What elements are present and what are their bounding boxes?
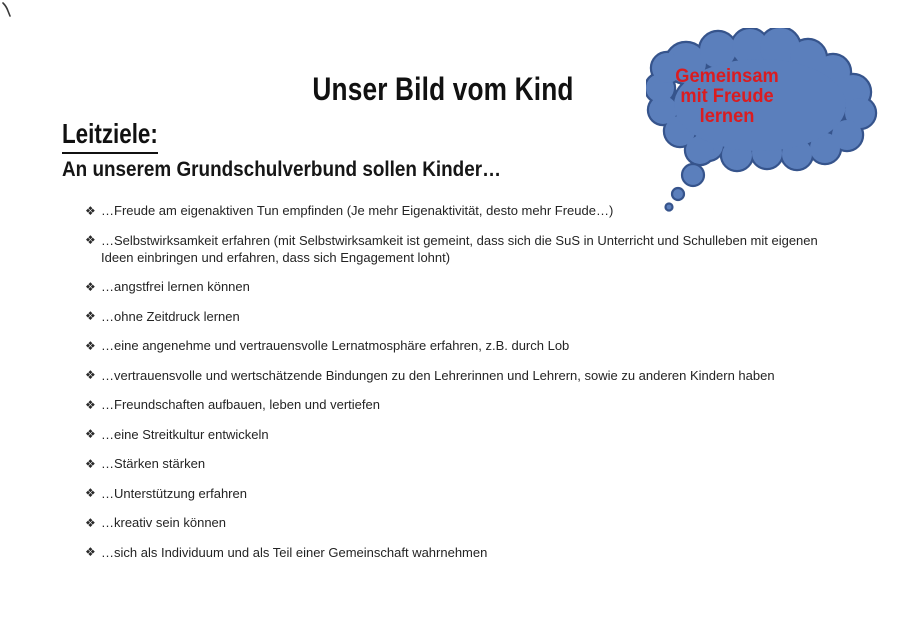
diamond-bullet-icon: ❖ (85, 338, 96, 353)
goal-list-item (85, 544, 833, 561)
goal-item-text: …angstfrei lernen können (101, 279, 250, 294)
cloud-text-line: lernen (699, 106, 755, 127)
slide-subheading: An unserem Grundschulverbund sollen Kinder… (62, 158, 501, 181)
goal-list-item (85, 308, 833, 325)
diamond-bullet-icon: ❖ (85, 279, 96, 294)
goal-item-text: …Unterstützung erfahren (101, 485, 247, 501)
cloud-text (665, 67, 790, 127)
goal-list-item (85, 455, 833, 472)
goal-item-text: …eine angenehme und vertrauensvolle Lernatmosphäre erfahren, z.B. durch Lob (101, 338, 570, 353)
thought-bubble (646, 28, 886, 220)
goal-list-item (85, 426, 833, 443)
goal-item-text: …eine Streitkultur entwickeln (101, 426, 269, 442)
section-heading: Leitziele: (62, 118, 158, 154)
diamond-bullet-icon: ❖ (85, 486, 96, 500)
cloud-text-line: Gemeinsam (675, 66, 779, 87)
goal-item-text: …Selbstwirksamkeit erfahren (mit Selbstwirksamkeit ist gemeint, dass sich die SuS in Unterricht und Schulleben mit eigenen Ideen einbringen und erfahren, dass sich Engagement lohnt) (101, 232, 818, 265)
goal-list-item (85, 337, 833, 354)
corner-scribble-mark (1, 2, 15, 18)
goal-list-item (85, 202, 833, 219)
diamond-bullet-icon: ❖ (85, 545, 96, 559)
goal-list-item (85, 367, 833, 384)
diamond-bullet-icon: ❖ (85, 515, 96, 530)
diamond-bullet-icon: ❖ (85, 397, 96, 412)
diamond-bullet-icon: ❖ (85, 456, 96, 471)
goal-list-item (85, 232, 833, 266)
diamond-bullet-icon: ❖ (85, 309, 96, 323)
goal-list-item (85, 396, 833, 413)
goal-item-text: …kreativ sein können (101, 515, 227, 530)
goal-item-text: …vertrauensvolle und wertschätzende Bindungen zu den Lehrerinnen und Lehrern, sowie zu anderen Kindern haben (101, 367, 775, 383)
goal-list-item (85, 485, 833, 502)
diamond-bullet-icon: ❖ (85, 427, 96, 441)
goal-item-text: …sich als Individuum und als Teil einer Gemeinschaft wahrnehmen (101, 544, 488, 560)
diamond-bullet-icon: ❖ (85, 233, 96, 247)
goal-item-text: …Freundschaften aufbauen, leben und vertiefen (101, 397, 380, 412)
goal-item-text: …Freude am eigenaktiven Tun empfinden (Je mehr Eigenaktivität, desto mehr Freude…) (101, 203, 614, 218)
goal-list-item (85, 514, 833, 531)
diamond-bullet-icon: ❖ (85, 203, 96, 218)
goals-list (85, 202, 833, 573)
goal-item-text: …Stärken stärken (101, 456, 206, 471)
slide-title: Unser Bild vom Kind (312, 71, 574, 107)
goal-item-text: …ohne Zeitdruck lernen (101, 308, 240, 324)
diamond-bullet-icon: ❖ (85, 368, 96, 382)
cloud-text-line: mit Freude (680, 86, 774, 107)
goal-list-item (85, 278, 833, 295)
